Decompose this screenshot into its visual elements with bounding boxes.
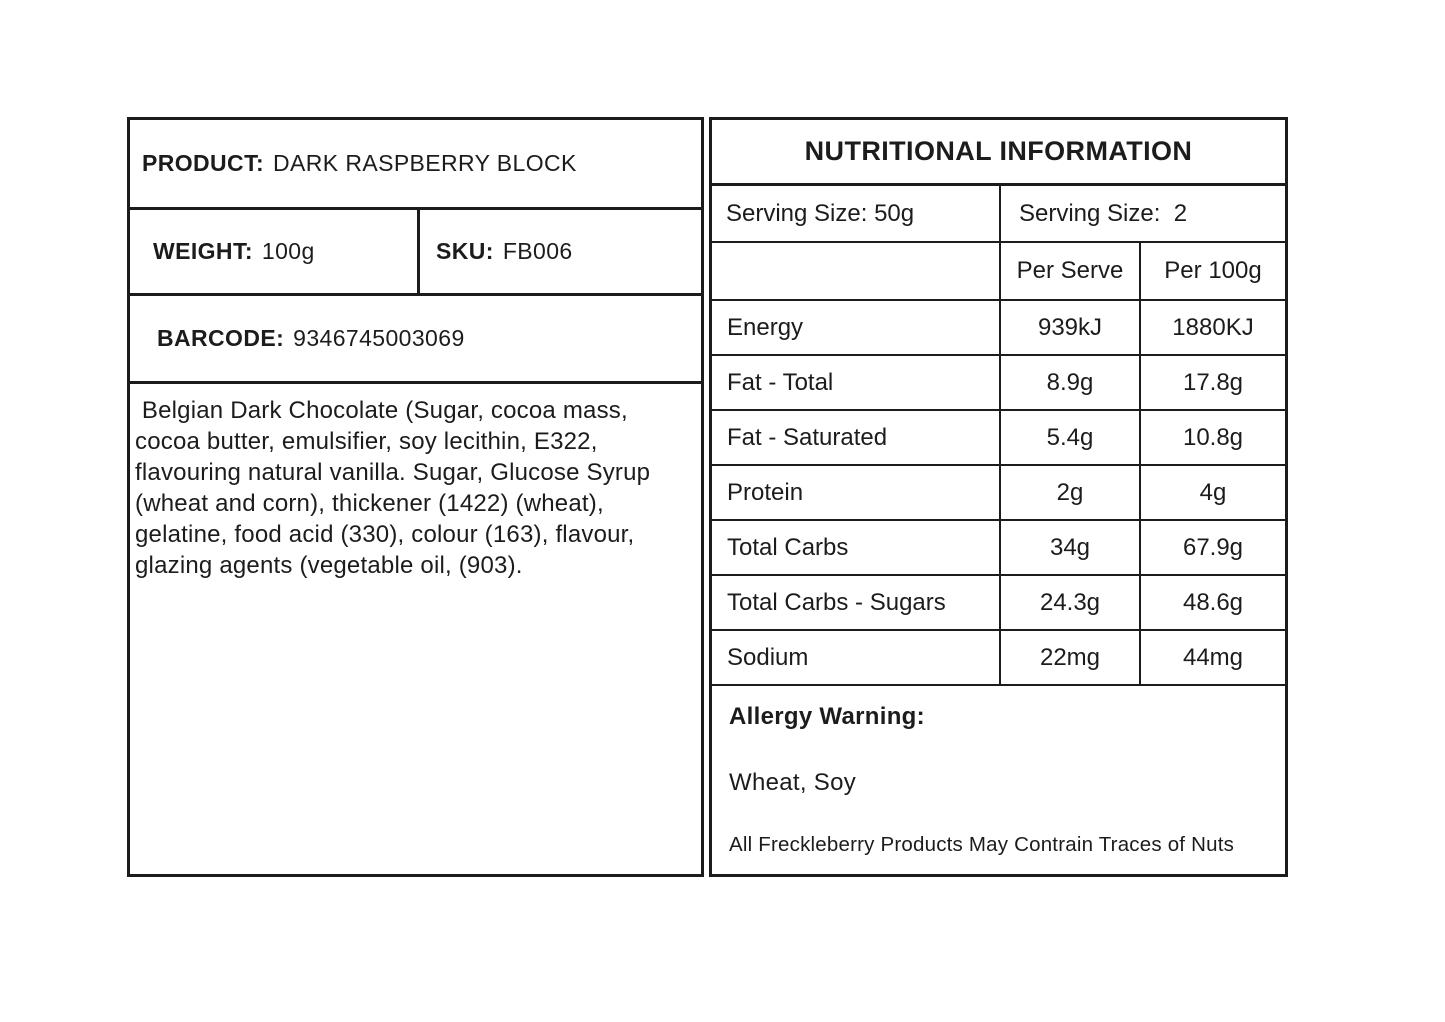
allergy-allergens: Wheat, Soy — [729, 769, 857, 796]
corner-empty-cell — [712, 243, 1001, 299]
nutrient-per-serve: 2g — [1001, 466, 1141, 519]
nutrient-label: Total Carbs - Sugars — [712, 576, 1001, 629]
nutrient-label: Energy — [712, 301, 1001, 354]
nutrient-label: Total Carbs — [712, 521, 1001, 574]
product-row — [130, 120, 701, 210]
nutrient-label: Fat - Saturated — [712, 411, 1001, 464]
barcode-value: 9346745003069 — [293, 325, 465, 351]
nutrition-row-energy — [712, 301, 1285, 356]
nutrition-row-fat-total — [712, 356, 1285, 411]
nutrient-label: Protein — [712, 466, 1001, 519]
nutrient-label: Fat - Total — [712, 356, 1001, 409]
column-header-row — [712, 243, 1285, 301]
weight-cell — [130, 210, 420, 293]
nutrition-panel — [709, 117, 1288, 877]
nutrient-per-100g: 48.6g — [1182, 588, 1244, 616]
nutrient-per-serve: 8.9g — [1001, 356, 1141, 409]
allergy-warning-title: Allergy Warning: — [729, 703, 925, 730]
product-info-panel — [127, 117, 704, 877]
nutrition-row-protein — [712, 466, 1285, 521]
nutrition-row-sodium — [712, 631, 1285, 686]
nutrient-per-100g: 67.9g — [1182, 533, 1244, 561]
serving-size-count: Serving Size: 2 — [1019, 199, 1188, 227]
per-100g-header: Per 100g — [1164, 257, 1262, 284]
serving-size-row — [712, 186, 1285, 243]
nutrient-per-serve: 24.3g — [1001, 576, 1141, 629]
nutrient-per-100g: 17.8g — [1182, 368, 1244, 396]
sku-value: FB006 — [502, 238, 573, 264]
nutrition-row-sugars — [712, 576, 1285, 631]
nutrition-title: NUTRITIONAL INFORMATION — [712, 120, 1285, 186]
nutrient-per-100g: 44mg — [1182, 643, 1244, 671]
product-label: PRODUCT: — [142, 150, 265, 176]
weight-label: WEIGHT: — [153, 238, 253, 264]
barcode-label: BARCODE: — [157, 325, 285, 351]
per-serve-header: Per Serve — [1001, 243, 1141, 299]
ingredients-text: Belgian Dark Chocolate (Sugar, cocoa mass, cocoa butter, emulsifier, soy lecithin, E322, flavouring natural vanilla. Sugar, Glucose Syrup (wheat and corn), thickener (1422) (wheat), gelatine, food acid (330), colour (163), flavour, glazing agents (vegetable oil, (903). — [135, 397, 658, 579]
product-value: DARK RASPBERRY BLOCK — [273, 150, 577, 176]
nutrient-per-serve: 939kJ — [1001, 301, 1141, 354]
nutrient-per-100g: 10.8g — [1182, 423, 1244, 451]
serving-size-weight: Serving Size: 50g — [712, 186, 1001, 241]
sku-cell — [420, 210, 701, 293]
weight-sku-row — [130, 210, 701, 296]
allergy-section — [712, 686, 1285, 874]
barcode-row — [130, 296, 701, 384]
nutrition-row-total-carbs — [712, 521, 1285, 576]
nutrition-row-fat-saturated — [712, 411, 1285, 466]
nutrient-per-serve: 34g — [1001, 521, 1141, 574]
nutrient-per-100g: 4g — [1199, 478, 1227, 506]
sku-label: SKU: — [436, 238, 494, 264]
weight-value: 100g — [261, 238, 315, 264]
nutrient-per-100g: 1880KJ — [1172, 313, 1254, 341]
nutrient-label: Sodium — [712, 631, 1001, 684]
nutrient-per-serve: 22mg — [1001, 631, 1141, 684]
allergy-traces-note: All Freckleberry Products May Contrain Traces of Nuts — [729, 833, 1235, 856]
nutrient-per-serve: 5.4g — [1001, 411, 1141, 464]
